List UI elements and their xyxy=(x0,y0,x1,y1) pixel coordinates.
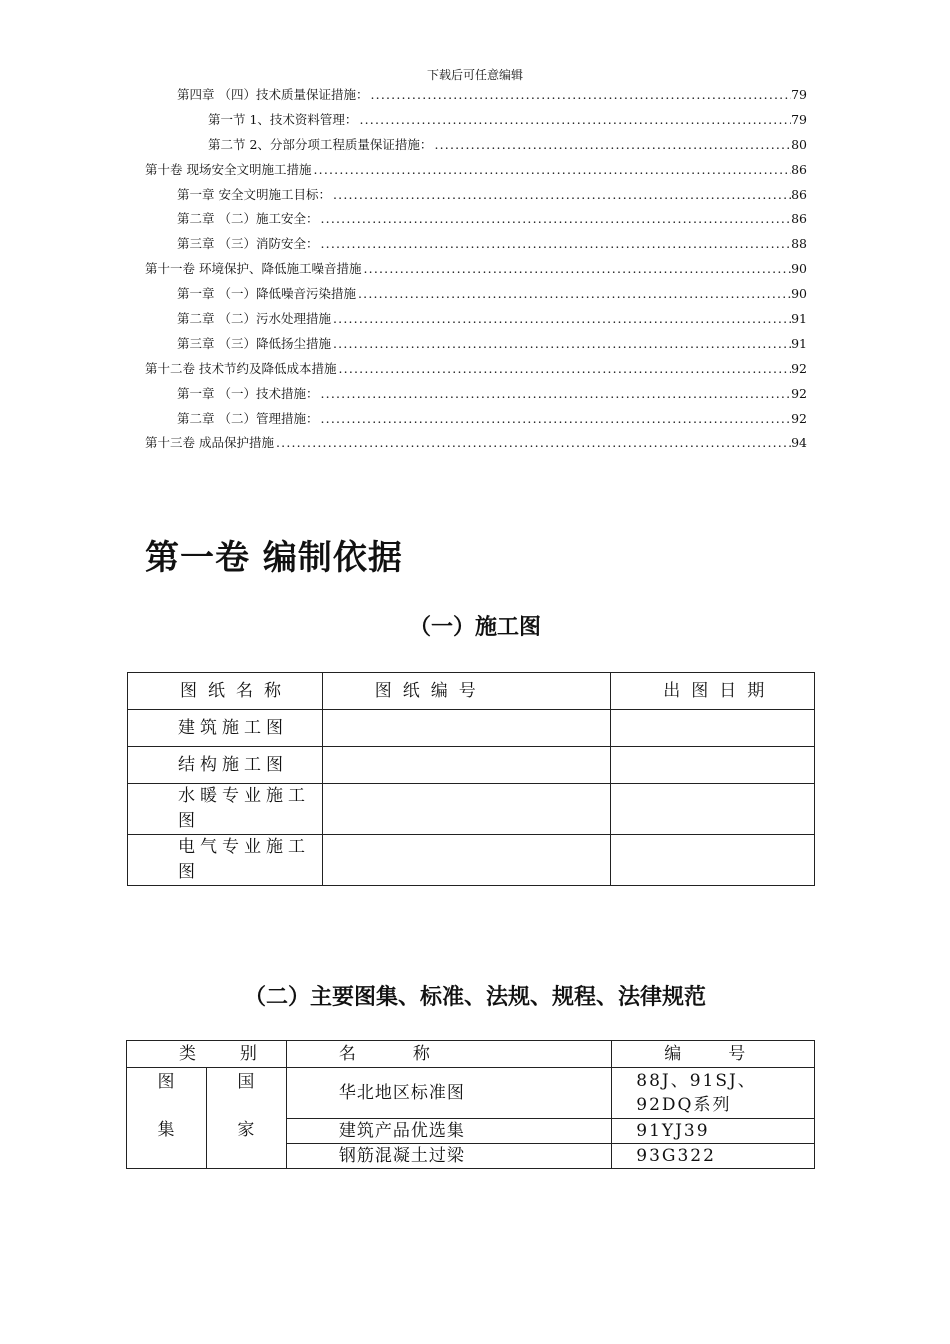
toc-entry-title: 第二章 （二）施工安全： xyxy=(177,211,319,227)
toc-leader-dots xyxy=(318,411,791,426)
toc-leader-dots xyxy=(318,211,791,226)
standard-name: 钢筋混凝土过梁 xyxy=(286,1144,611,1169)
toc-page-number: 80 xyxy=(791,136,807,152)
toc-entry[interactable] xyxy=(145,384,807,409)
toc-entry-title: 第一章 （一）技术措施： xyxy=(177,385,319,401)
standard-name: 华北地区标准图 xyxy=(286,1068,611,1119)
toc-entry[interactable] xyxy=(145,334,807,359)
table-of-contents xyxy=(145,85,807,458)
toc-entry[interactable] xyxy=(145,359,807,384)
issue-date xyxy=(611,710,815,747)
toc-entry-title: 第二章 （二）管理措施： xyxy=(177,410,319,426)
table-header-row xyxy=(128,673,815,710)
standards-table xyxy=(126,1040,815,1169)
toc-leader-dots xyxy=(274,435,791,450)
section2-title: （二）主要图集、标准、法规、规程、法律规范 xyxy=(243,985,706,1010)
drawing-number xyxy=(322,710,611,747)
toc-page-number: 90 xyxy=(791,261,807,277)
drawing-number xyxy=(322,784,611,835)
issue-date xyxy=(611,747,815,784)
toc-page-number: 92 xyxy=(791,410,807,426)
table-row xyxy=(128,747,815,784)
toc-page-number: 94 xyxy=(791,435,807,451)
toc-entry-title: 第一章 安全文明施工目标： xyxy=(177,186,331,202)
toc-entry[interactable] xyxy=(145,135,807,160)
toc-page-number: 92 xyxy=(791,360,807,376)
drawing-number xyxy=(322,747,611,784)
toc-entry[interactable] xyxy=(145,234,807,259)
toc-entry[interactable] xyxy=(145,185,807,210)
toc-entry-title: 第十卷 现场安全文明施工措施 xyxy=(145,161,312,177)
toc-leader-dots xyxy=(432,137,791,152)
toc-leader-dots xyxy=(356,286,791,301)
toc-entry-title: 第十三卷 成品保护措施 xyxy=(145,435,274,451)
drawing-name: 电气专业施工图 xyxy=(128,835,323,886)
drawings-table xyxy=(127,672,815,886)
toc-leader-dots xyxy=(318,386,791,401)
toc-entry-title: 第一节 1、技术资料管理： xyxy=(208,111,358,127)
toc-entry-title: 第十二卷 技术节约及降低成本措施 xyxy=(145,360,337,376)
toc-page-number: 88 xyxy=(791,236,807,252)
header-issue-date: 出图日期 xyxy=(611,673,815,710)
category-a-cell: 图 集 xyxy=(127,1068,207,1169)
standard-name: 建筑产品优选集 xyxy=(286,1119,611,1144)
section1-title: （一）施工图 xyxy=(408,615,541,640)
header-name: 名 称 xyxy=(286,1041,611,1068)
toc-page-number: 86 xyxy=(791,186,807,202)
table-row xyxy=(128,710,815,747)
table-header-row xyxy=(127,1041,815,1068)
issue-date xyxy=(611,784,815,835)
header-category: 类 别 xyxy=(127,1041,287,1068)
toc-page-number: 86 xyxy=(791,211,807,227)
toc-page-number: 91 xyxy=(791,335,807,351)
toc-entry-title: 第四章 （四）技术质量保证措施： xyxy=(177,87,369,102)
toc-page-number: 79 xyxy=(791,87,807,102)
toc-entry-title: 第一章 （一）降低噪音污染措施 xyxy=(177,286,356,302)
issue-date xyxy=(611,835,815,886)
toc-entry-title: 第二章 （二）污水处理措施 xyxy=(177,311,331,327)
toc-leader-dots xyxy=(311,162,791,177)
toc-entry[interactable] xyxy=(145,110,807,135)
header-note: 下载后可任意编辑 xyxy=(426,68,523,82)
volume-title: 第一卷 编制依据 xyxy=(145,538,403,578)
toc-entry[interactable] xyxy=(145,309,807,334)
toc-entry[interactable] xyxy=(145,284,807,309)
toc-leader-dots xyxy=(361,261,791,276)
toc-leader-dots xyxy=(368,87,791,102)
toc-entry[interactable] xyxy=(145,409,807,434)
table-row xyxy=(127,1068,815,1119)
toc-page-number: 86 xyxy=(791,161,807,177)
table-row xyxy=(128,835,815,886)
standard-code: 88J、91SJ、92DQ系列 xyxy=(612,1068,815,1119)
category-b-cell: 国 家 xyxy=(206,1068,286,1169)
drawing-name: 建筑施工图 xyxy=(128,710,323,747)
toc-entry[interactable] xyxy=(145,433,807,458)
table-row xyxy=(128,784,815,835)
toc-leader-dots xyxy=(331,336,791,351)
header-drawing-name: 图纸名称 xyxy=(128,673,323,710)
toc-leader-dots xyxy=(318,236,791,251)
toc-entry-title: 第三章 （三）降低扬尘措施 xyxy=(177,335,331,351)
standard-code: 91YJ39 xyxy=(612,1119,815,1144)
drawing-number xyxy=(322,835,611,886)
toc-entry[interactable] xyxy=(145,160,807,185)
drawing-name: 结构施工图 xyxy=(128,747,323,784)
toc-page-number: 79 xyxy=(791,111,807,127)
toc-leader-dots xyxy=(336,361,791,376)
toc-leader-dots xyxy=(331,187,791,202)
toc-leader-dots xyxy=(357,112,791,127)
toc-entry-title: 第二节 2、分部分项工程质量保证措施： xyxy=(208,136,433,152)
toc-page-number: 90 xyxy=(791,286,807,302)
header-drawing-number: 图纸编号 xyxy=(322,673,611,710)
toc-entry[interactable] xyxy=(145,85,807,110)
toc-page-number: 92 xyxy=(791,385,807,401)
standard-code: 93G322 xyxy=(612,1144,815,1169)
drawing-name: 水暖专业施工图 xyxy=(128,784,323,835)
toc-leader-dots xyxy=(331,311,791,326)
toc-entry[interactable] xyxy=(145,259,807,284)
toc-page-number: 91 xyxy=(791,311,807,327)
toc-entry-title: 第三章 （三）消防安全： xyxy=(177,236,319,252)
toc-entry-title: 第十一卷 环境保护、降低施工噪音措施 xyxy=(145,261,362,277)
header-code: 编 号 xyxy=(612,1041,815,1068)
toc-entry[interactable] xyxy=(145,209,807,234)
